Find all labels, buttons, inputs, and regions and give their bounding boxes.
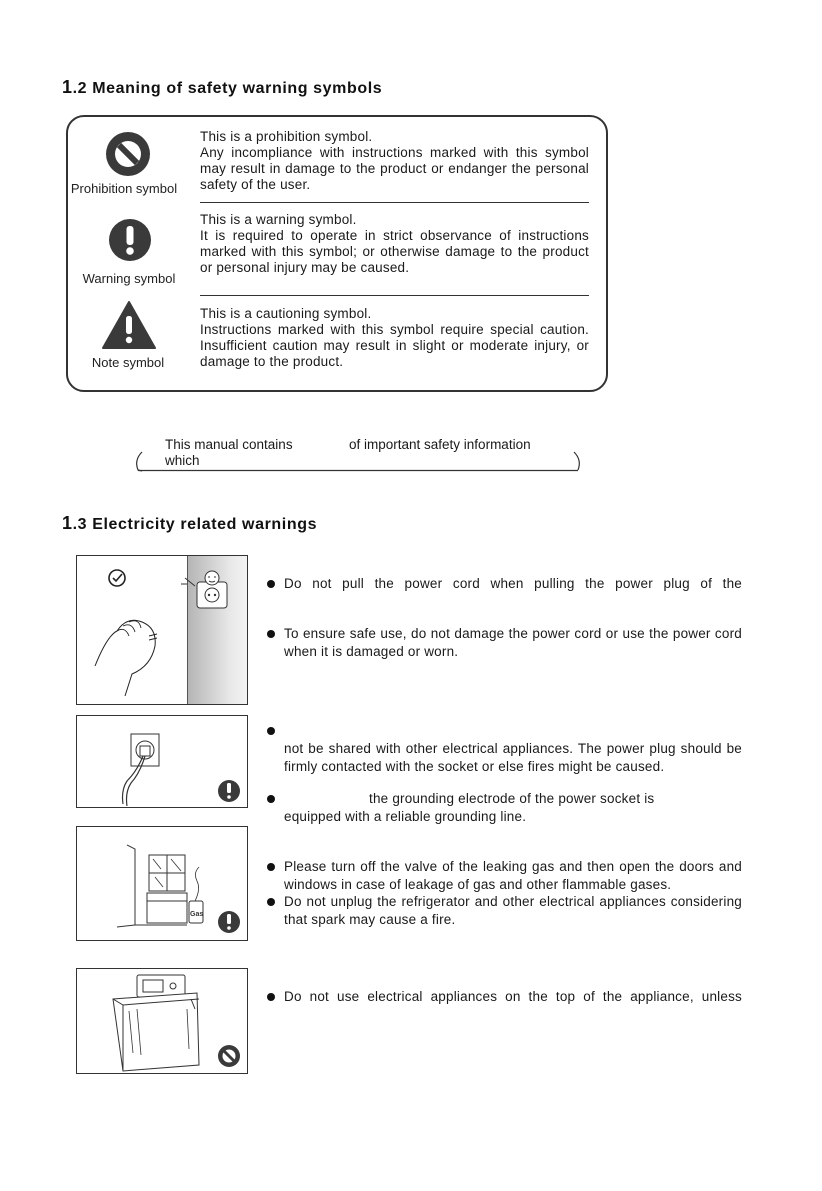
warning-damaged-cord: To ensure safe use, do not damage the power cord or use the power cord when it is damaged or worn. (284, 626, 742, 659)
warning-pull-cord: Do not pull the power cord when pulling the power plug of the (284, 576, 742, 591)
bullet (267, 993, 275, 1001)
manual-note-part1: This manual contains (165, 437, 293, 452)
bullet (267, 630, 275, 638)
gas-label: Gas (190, 911, 204, 918)
caution-triangle-icon (101, 300, 157, 350)
warning-grounding-line: equipped with a reliable grounding line. (284, 809, 527, 824)
warning-description: This is a warning symbol. It is required to operate in strict observance of instructions marked with this symbol; or otherwise damage to the product or personal injury may be caused. (200, 212, 589, 275)
manual-note-part2: of important safety information (349, 437, 531, 452)
illustration-socket (76, 715, 248, 808)
section-1-2-heading: 1.2 Meaning of safety warning symbols (62, 77, 383, 97)
manual-note-part3: which (165, 453, 200, 468)
bullet (267, 898, 275, 906)
section-1-3-heading: 1.3 Electricity related warnings (62, 513, 318, 533)
warning-symbol-label: Warning symbol (82, 271, 176, 286)
warning-grounding: the grounding electrode of the power socket is (369, 791, 655, 806)
warning-icon (108, 218, 152, 262)
warning-shared-socket: not be shared with other electrical appliances. The power plug should be firmly contacted with the socket or else fires might be caused. (284, 741, 742, 774)
prohibition-symbol-label: Prohibition symbol (70, 181, 178, 196)
warning-gas-leak: Please turn off the valve of the leaking gas and then open the doors and windows in case of leakage of gas and other flammable gases. (284, 859, 742, 892)
bullet (267, 727, 275, 735)
prohibition-icon (104, 130, 152, 178)
prohibition-description: This is a prohibition symbol. Any incompliance with instructions marked with this symbol may result in damage to the product or endanger the personal safety of the user. (200, 129, 589, 192)
warning-unplug-spark: Do not unplug the refrigerator and other electrical appliances considering that spark may cause a fire. (284, 894, 742, 927)
caution-description: This is a cautioning symbol. Instructions marked with this symbol require special caution. Insufficient caution may result in slight or moderate injury, or damage to the product. (200, 306, 589, 369)
divider (200, 295, 589, 296)
manual-note-bracket (130, 450, 586, 474)
bullet (267, 863, 275, 871)
bullet (267, 795, 275, 803)
note-symbol-label: Note symbol (91, 355, 165, 370)
illustration-power-plug (76, 555, 248, 705)
warning-appliance-on-top: Do not use electrical appliances on the top of the appliance, unless (284, 989, 742, 1004)
illustration-appliance-on-top (76, 968, 248, 1074)
bullet (267, 580, 275, 588)
illustration-gas-leak (76, 826, 248, 941)
divider (200, 202, 589, 203)
